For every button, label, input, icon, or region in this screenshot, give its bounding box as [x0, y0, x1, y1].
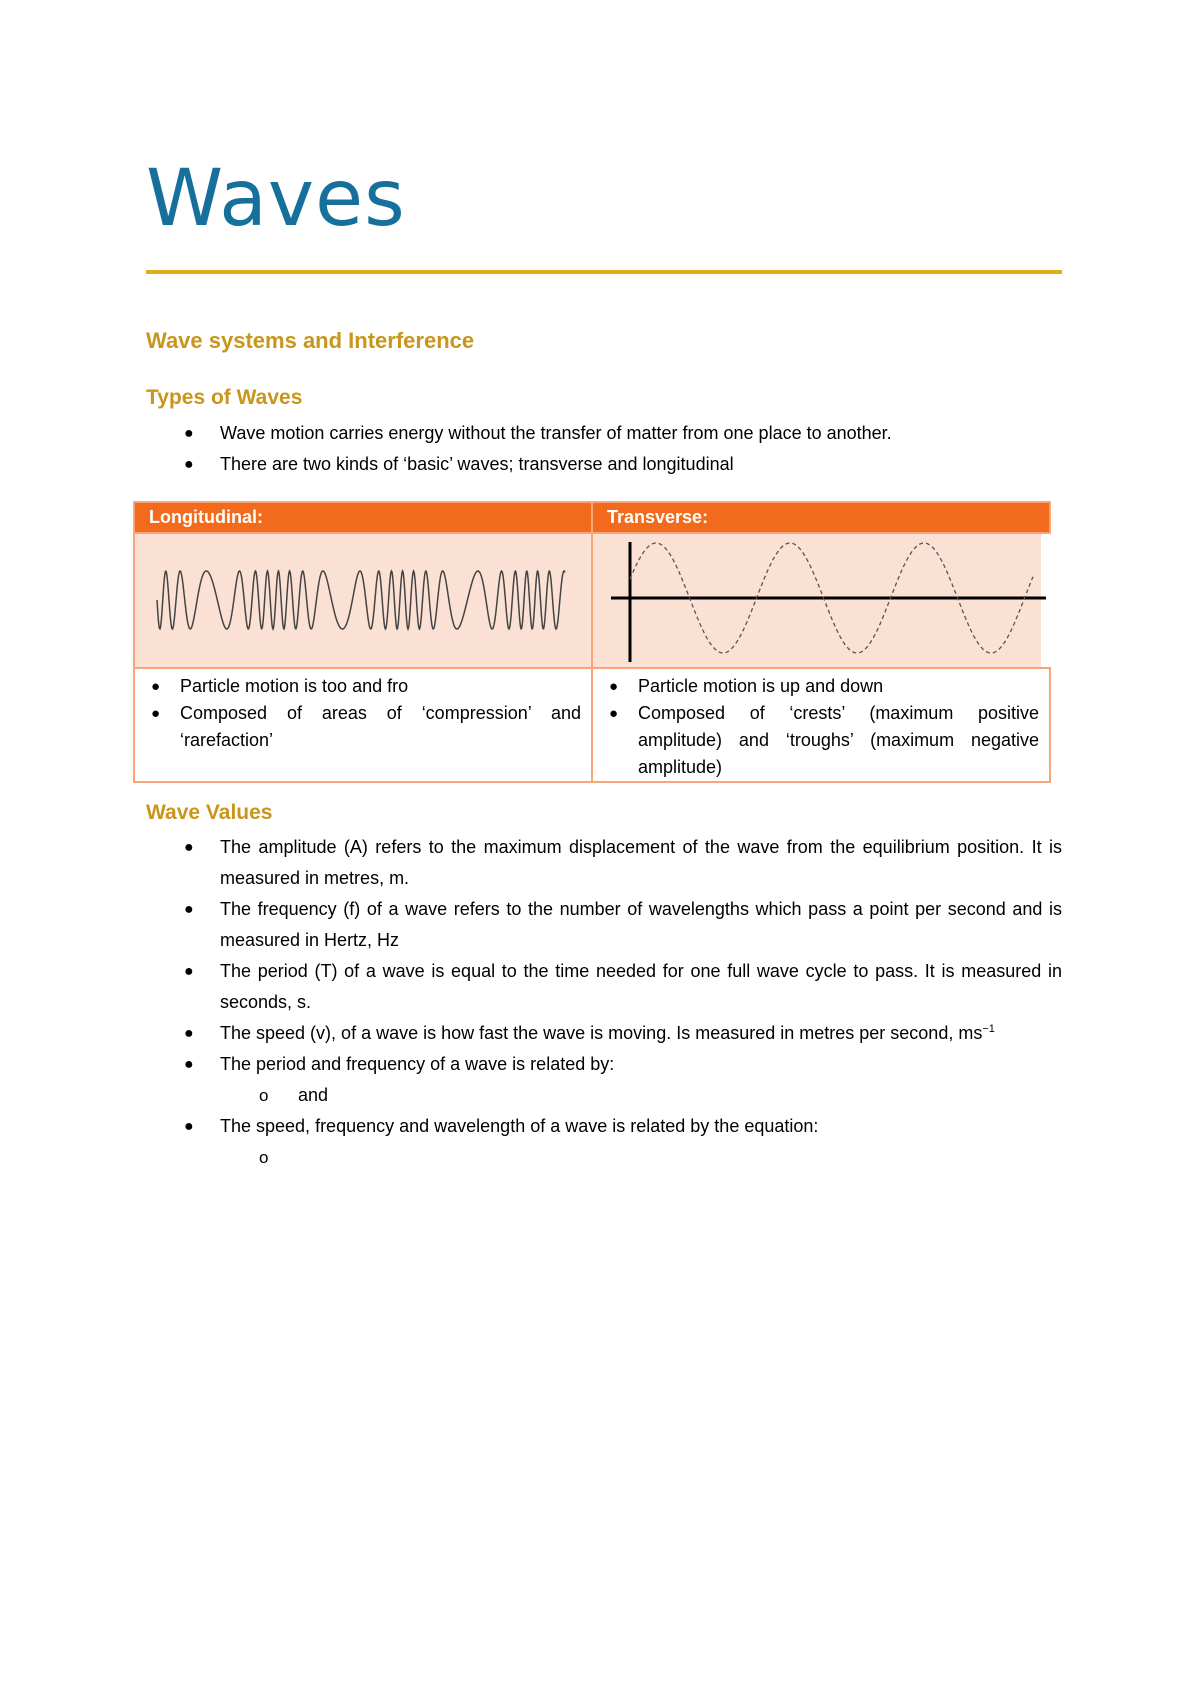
longitudinal-description	[134, 668, 592, 782]
longitudinal-figure-cell	[134, 533, 592, 668]
bullet-icon: ●	[151, 705, 161, 722]
transverse-header: Transverse:	[592, 502, 1050, 533]
bullet-icon: ●	[184, 901, 194, 918]
list-item: ● The period (T) of a wave is equal to the time needed for one full wave cycle to pass. It is measured in seconds, s.	[146, 956, 1062, 1018]
longitudinal-header: Longitudinal:	[134, 502, 592, 533]
wave-types-table	[133, 501, 1051, 783]
wave-values-list	[146, 832, 1062, 1167]
page-title: Waves	[146, 154, 406, 244]
list-item: ● Composed of areas of ‘compression’ and ‘rarefaction’	[145, 700, 581, 754]
list-item: ● There are two kinds of ‘basic’ waves; transverse and longitudinal	[146, 449, 1062, 480]
circle-bullet-icon: o	[259, 1148, 269, 1167]
title-underline	[146, 270, 1062, 274]
bullet-icon: ●	[184, 839, 194, 856]
bullet-icon: ●	[151, 678, 161, 695]
transverse-description	[592, 668, 1050, 782]
bullet-icon: ●	[609, 705, 619, 722]
list-item: ● The frequency (f) of a wave refers to the number of wavelengths which pass a point per second and is measured in Hertz, Hz	[146, 894, 1062, 956]
list-item: ● The speed, frequency and wavelength of a wave is related by the equation:	[146, 1111, 1062, 1142]
bullet-icon: ●	[184, 1118, 194, 1135]
bullet-icon: ●	[184, 1056, 194, 1073]
bullet-icon: ●	[184, 425, 194, 442]
circle-bullet-icon: o	[259, 1086, 269, 1105]
list-item: ● Wave motion carries energy without the transfer of matter from one place to another.	[146, 418, 1062, 449]
section-heading: Wave systems and Interference	[146, 328, 475, 353]
list-item: ● The speed (v), of a wave is how fast the wave is moving. Is measured in metres per second, $ms^{-1}$	[146, 1018, 1062, 1049]
longitudinal-wave-illustration	[135, 534, 590, 667]
bullet-icon: ●	[184, 456, 194, 473]
bullet-icon: ●	[609, 678, 619, 695]
list-item: ● The amplitude (A) refers to the maximum displacement of the wave from the equilibrium position. It is measured in metres, m.	[146, 832, 1062, 894]
speed-unit-exponent: −1	[982, 1023, 995, 1035]
transverse-wave-illustration	[593, 534, 1052, 667]
transverse-figure-cell	[592, 533, 1050, 668]
wave-values-heading: Wave Values	[146, 801, 273, 824]
list-item: ● The period and frequency of a wave is related by:	[146, 1049, 1062, 1080]
types-of-waves-heading: Types of Waves	[146, 386, 303, 409]
list-item: ● Particle motion is up and down	[603, 673, 1039, 700]
bullet-icon: ●	[184, 963, 194, 980]
types-of-waves-list	[146, 418, 1062, 480]
sub-list-item: o and	[146, 1080, 1062, 1111]
list-item: ● Particle motion is too and fro	[145, 673, 581, 700]
list-item: ● Composed of ‘crests’ (maximum positive amplitude) and ‘troughs’ (maximum negative amplitude)	[603, 700, 1039, 781]
bullet-icon: ●	[184, 1025, 194, 1042]
